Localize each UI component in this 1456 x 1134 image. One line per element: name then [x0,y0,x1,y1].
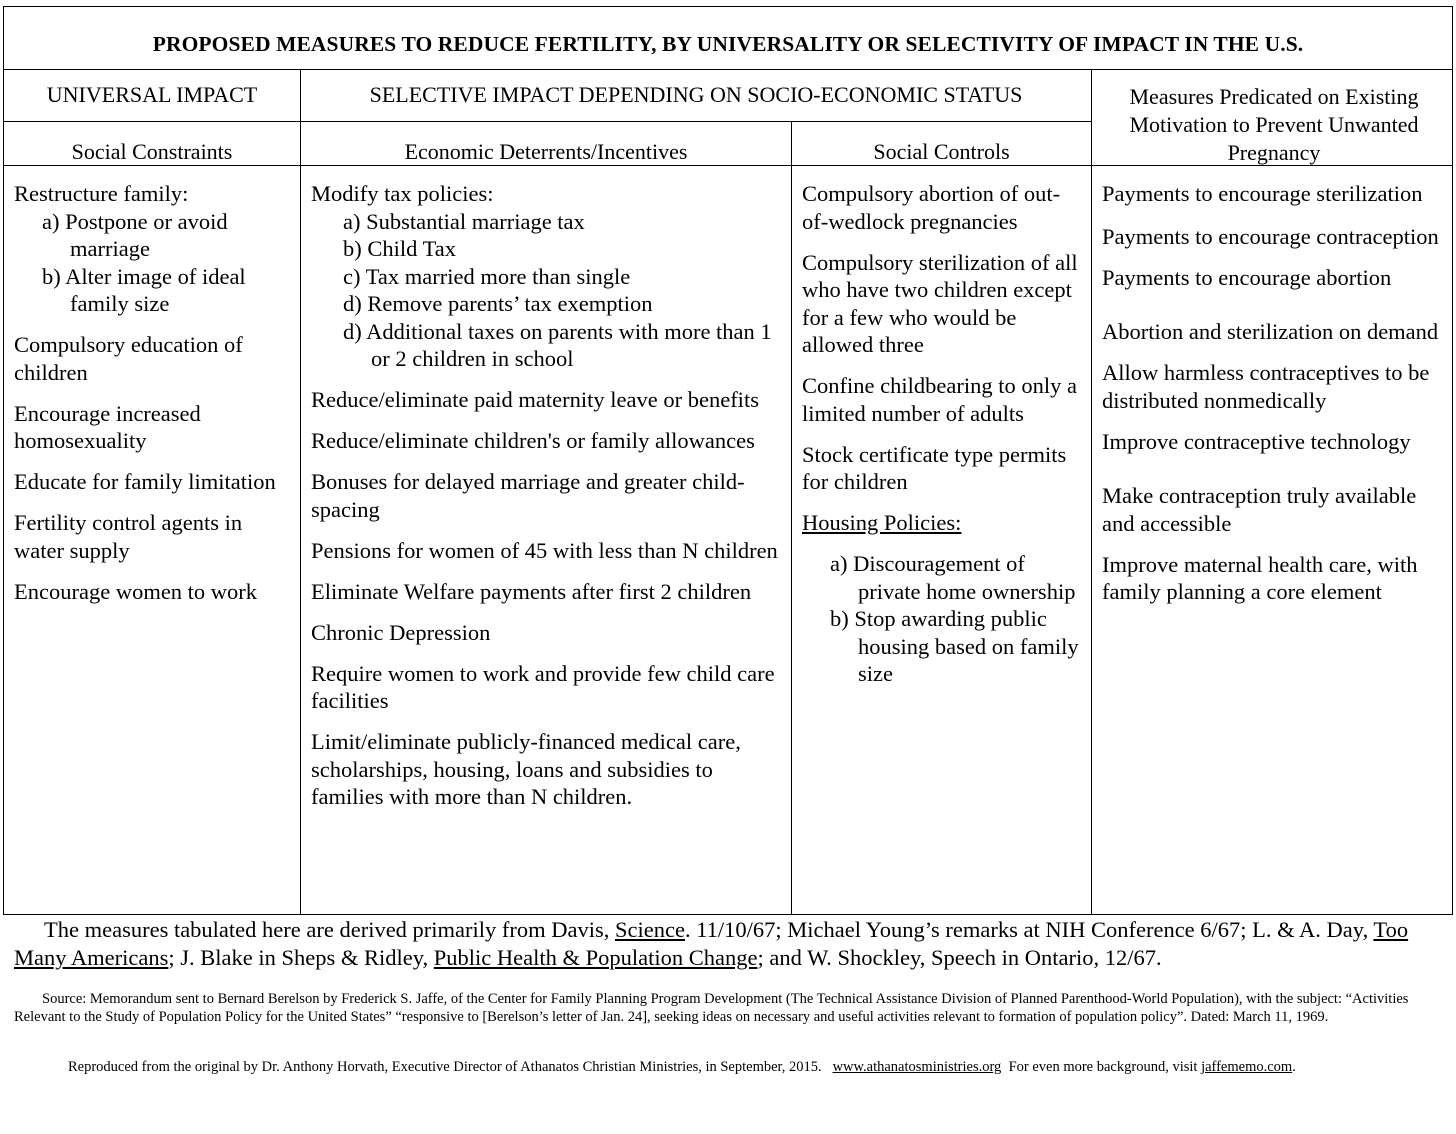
header-universal: UNIVERSAL IMPACT [46,82,258,107]
list-item: Bonuses for delayed marriage and greater child-spacing [311,469,745,522]
citation-science: Science [615,917,685,942]
sub-item: c) Tax married more than single [343,263,631,289]
list-item: Stock certificate type permits for children [802,441,1067,494]
header-selective: SELECTIVE IMPACT DEPENDING ON SOCIO-ECONOMIC STATUS [369,82,1023,107]
sub-item: d) Additional taxes on parents with more than 1 or 2 children in school [343,318,772,371]
list-item: Encourage women to work [14,578,258,604]
header-social-constraints: Social Constraints [71,139,233,164]
note-text: ; J. Blake in Sheps & Ridley, [168,945,434,970]
table-title: PROPOSED MEASURES TO REDUCE FERTILITY, BY UNIVERSALITY OR SELECTIVITY OF IMPACT IN THE U.S. [152,32,1304,56]
repro-text: Reproduced from the original by Dr. Anthony Horvath, Executive Director of Athanatos Christian Ministries, in September, 2015. [68,1059,822,1075]
col-social-controls [802,180,1084,701]
list-item: Compulsory sterilization of all who have two children except for a few who would be allowed three [802,249,1078,357]
list-item: Payments to encourage contraception [1102,223,1439,249]
note-text: The measures tabulated here are derived primarily from Davis, [44,917,616,942]
header-rule [4,121,1091,122]
list-item: Abortion and sterilization on demand [1102,319,1439,344]
sub-item: b) Alter image of ideal family size [42,263,246,316]
citation-too-many-americans: Too Many Americans [14,917,1409,970]
jaffememo-link[interactable]: jaffememo.com [1201,1059,1293,1075]
list-item: Eliminate Welfare payments after first 2 children [311,578,752,604]
source-note: Source: Memorandum sent to Bernard Berelson by Frederick S. Jaffe, of the Center for Family Planning Program Development (The Technical Assistance Division of Planned Parenthood-World Population), with the subject: “Activities Relevant to the Study of Population Policy for the United States” “responsive to [Berelson’s letter of Jan. 24], seeking ideas on necessary and useful activities relevant to formation of population policy”. Dated: March 11, 1969. [14,991,1409,1025]
list-item: Payments to encourage abortion [1102,264,1392,290]
list-item: Educate for family limitation [14,469,276,494]
list-item: Compulsory abortion of out-of-wedlock pregnancies [802,181,1061,234]
list-item: Improve maternal health care, with family planning a core element [1102,551,1418,604]
list-item: Improve contraceptive technology [1102,428,1411,454]
col-social-constraints [14,180,294,619]
list-item-heading: Modify tax policies: [311,181,494,206]
list-item-heading: Restructure family: [14,181,189,206]
list-item: Make contraception truly available and accessible [1102,483,1417,536]
list-item: Allow harmless contraceptives to be distributed nonmedically [1102,360,1430,413]
sub-item: a) Postpone or avoid marriage [42,208,228,261]
header-economic: Economic Deterrents/Incentives [404,139,688,164]
list-item: Chronic Depression [311,619,491,645]
col-motivation [1102,180,1448,619]
sub-item: a) Discouragement of private home ownership [830,551,1076,604]
header-social-controls: Social Controls [873,139,1010,164]
title-rule [4,69,1452,70]
list-item: Fertility control agents in water supply [14,510,243,563]
citation-public-health: Public Health & Population Change [433,945,758,970]
measures-table [3,6,1453,915]
repro-text: . [1292,1059,1296,1075]
list-item: Limit/eliminate publicly-financed medical care, scholarships, housing, loans and subsidies to families with more than N children. [311,729,741,809]
sub-item: b) Stop awarding public housing based on family size [830,606,1079,686]
col-divider-2 [791,121,792,914]
list-item: Encourage increased homosexuality [14,400,201,453]
sub-item: b) Child Tax [343,236,457,261]
athanatos-link[interactable]: www.athanatosministries.org [832,1059,1002,1075]
list-item: Confine childbearing to only a limited number of adults [802,373,1077,426]
list-item: Require women to work and provide few child care facilities [311,660,775,713]
repro-text: For even more background, visit [1008,1059,1198,1075]
list-item [14,180,294,318]
col-divider-1 [300,69,301,914]
list-item: Payments to encourage sterilization [1102,181,1423,206]
note-text: . 11/10/67; Michael Young’s remarks at NIH Conference 6/67; L. & A. Day, [684,917,1374,942]
list-item: Reduce/eliminate paid maternity leave or benefits [311,387,759,412]
list-item: Pensions for women of 45 with less than N children [311,537,778,563]
sources-note [14,916,1434,972]
col-economic [311,180,783,824]
reproduction-note [68,1058,1448,1076]
list-item [802,509,1084,688]
list-item [311,180,783,373]
list-item: Compulsory education of children [14,332,243,385]
sub-item: d) Remove parents’ tax exemption [343,291,653,316]
housing-policies-heading: Housing Policies: [802,510,962,535]
col-divider-3 [1091,69,1092,914]
sub-item: a) Substantial marriage tax [343,208,585,234]
list-item: Reduce/eliminate children's or family allowances [311,428,755,453]
header-motivation: Measures Predicated on Existing Motivation to Prevent Unwanted Pregnancy [1129,84,1419,165]
note-text: ; and W. Shockley, Speech in Ontario, 12/67. [757,945,1162,970]
